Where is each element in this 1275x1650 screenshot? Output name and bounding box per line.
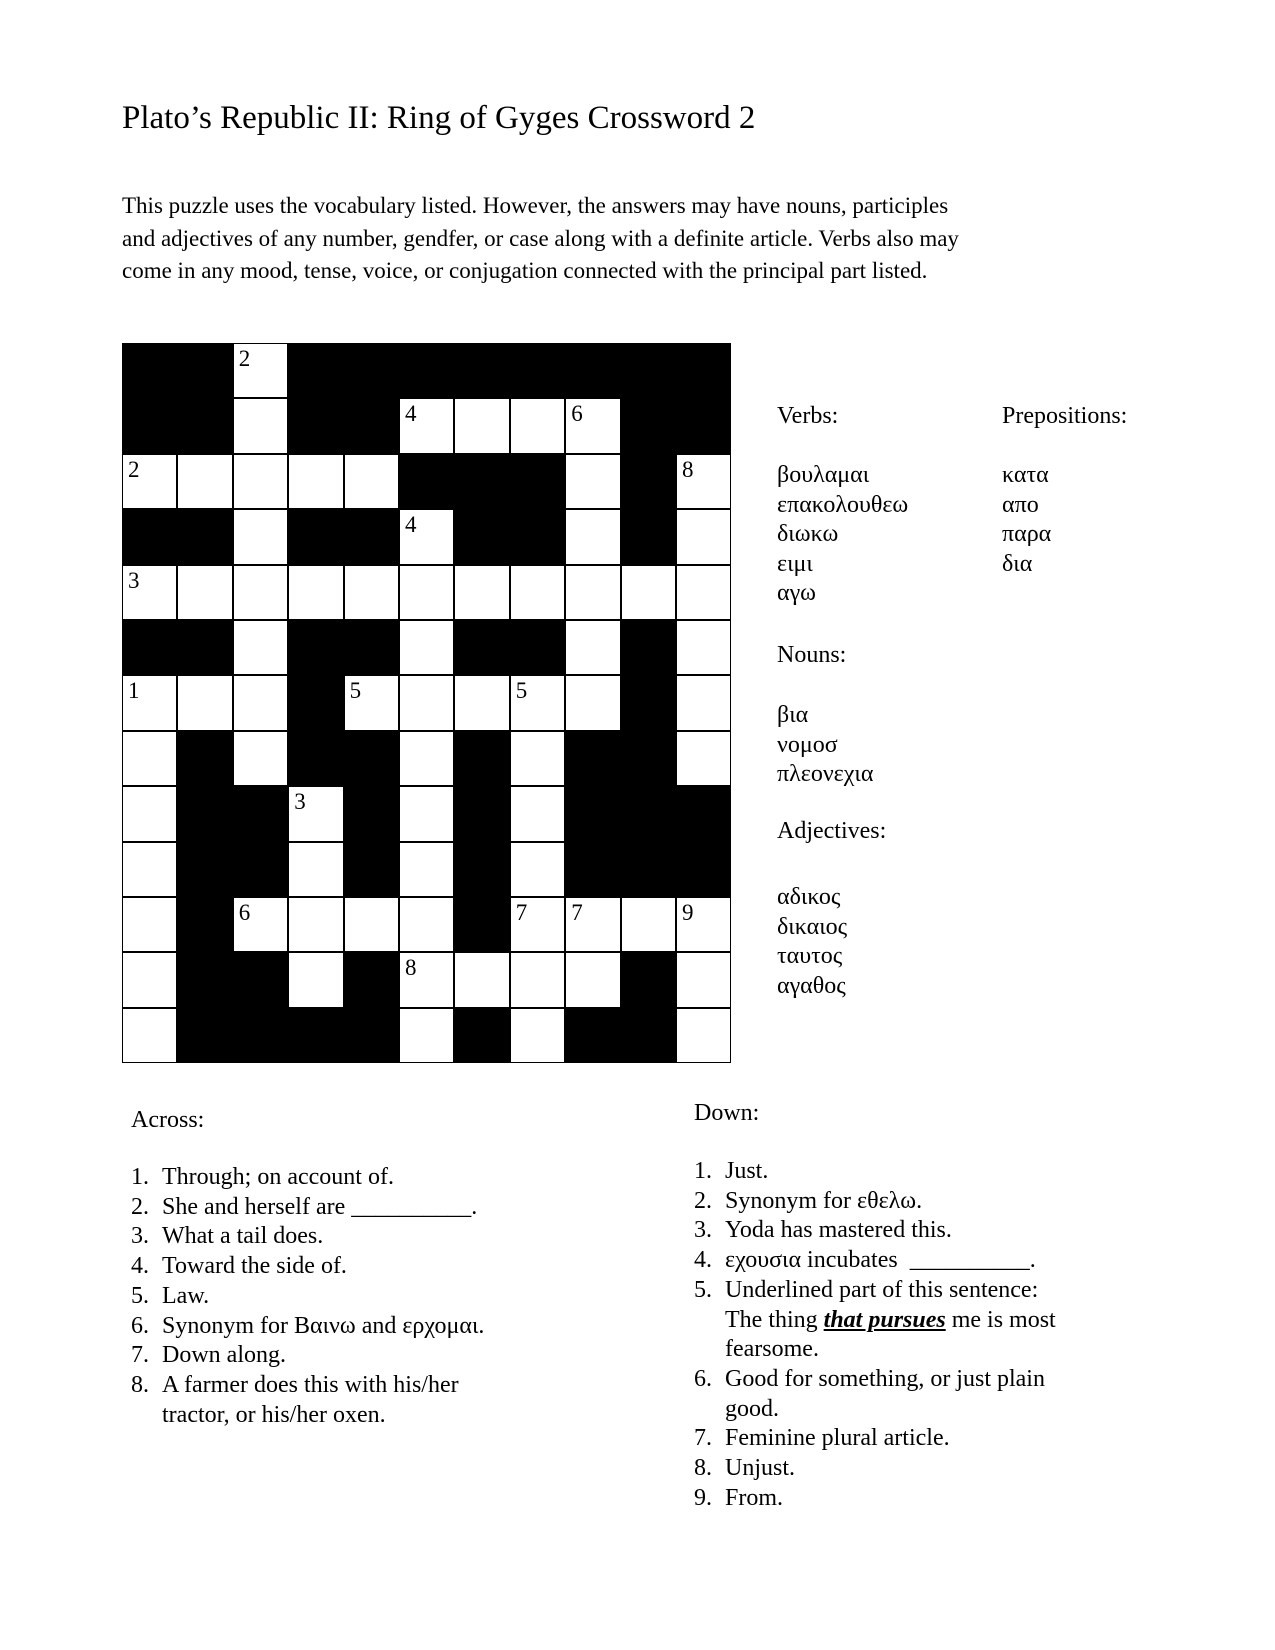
verb-word: βουλαμαι — [777, 462, 870, 488]
black-square — [399, 454, 454, 509]
grid-clue-number: 4 — [405, 512, 417, 538]
black-square — [122, 509, 177, 564]
grid-clue-number: 7 — [515, 900, 528, 925]
black-square — [344, 952, 399, 1007]
clue-line — [694, 1246, 1056, 1276]
black-square — [676, 398, 731, 453]
grid-cell-r5c6[interactable] — [399, 565, 454, 620]
preposition-word: δια — [1002, 550, 1033, 577]
text-segment: What a tail does. — [162, 1223, 324, 1250]
clue-text — [162, 1341, 286, 1371]
black-square — [233, 842, 288, 897]
black-square — [233, 786, 288, 841]
clue-text — [162, 1371, 459, 1401]
grid-cell-r3c11[interactable] — [676, 454, 731, 509]
clue-text — [725, 1335, 819, 1365]
nouns-list — [777, 701, 873, 790]
black-square — [344, 620, 399, 675]
black-square — [565, 786, 620, 841]
clue-line — [131, 1222, 484, 1252]
emphasized-text: that pursues — [823, 1306, 946, 1333]
grid-clue-number: 5 — [515, 678, 528, 704]
clue-number-label: 3. — [131, 1223, 149, 1250]
black-square — [122, 343, 177, 398]
text-segment: Underlined part of this sentence: — [725, 1276, 1039, 1303]
grid-cell-r3c9[interactable] — [565, 454, 620, 509]
grid-cell-r2c9[interactable] — [565, 398, 620, 453]
grid-clue-number: 3 — [294, 789, 306, 815]
adjective-word: αδικος — [777, 884, 841, 910]
black-square — [454, 509, 509, 564]
black-square — [177, 1008, 232, 1063]
black-square — [122, 398, 177, 453]
grid-cell-r13c6[interactable] — [399, 1008, 454, 1063]
text-segment: εχουσια incubates __________. — [725, 1247, 1036, 1274]
grid-cell-r5c2[interactable] — [177, 565, 232, 620]
grid-cell-r2c3[interactable] — [233, 398, 288, 453]
grid-cell-r5c5[interactable] — [344, 565, 399, 620]
grid-cell-r3c1[interactable] — [122, 454, 177, 509]
verb-word: αγω — [777, 580, 816, 607]
grid-cell-r5c8[interactable] — [510, 565, 565, 620]
black-square — [288, 1008, 343, 1063]
grid-cell-r9c6[interactable] — [399, 786, 454, 841]
black-square — [288, 343, 343, 398]
black-square — [177, 786, 232, 841]
clue-text — [725, 1395, 779, 1425]
black-square — [676, 786, 731, 841]
black-square — [288, 620, 343, 675]
black-square — [233, 1008, 288, 1063]
grid-clue-number: 7 — [571, 900, 583, 925]
black-square — [621, 1008, 676, 1063]
grid-cell-r4c6[interactable] — [399, 509, 454, 564]
grid-cell-r7c2[interactable] — [177, 675, 232, 730]
text-segment: Toward the side of. — [162, 1253, 347, 1280]
grid-cell-r5c11[interactable] — [676, 565, 731, 620]
black-square — [621, 842, 676, 897]
clue-number-label: 5. — [694, 1276, 712, 1303]
black-square — [344, 509, 399, 564]
clue-line — [694, 1187, 1056, 1217]
grid-cell-r12c7[interactable] — [454, 952, 509, 1007]
adjective-word: αγαθος — [777, 972, 846, 999]
clue-number-label: 1. — [131, 1164, 149, 1190]
clue-text — [725, 1424, 950, 1454]
black-square — [621, 454, 676, 509]
down-clue-list — [694, 1157, 1056, 1513]
clue-number-label: 2. — [131, 1193, 149, 1220]
clue-line — [694, 1424, 1056, 1454]
black-square — [344, 343, 399, 398]
black-square — [621, 731, 676, 786]
text-segment: Good for something, or just plain — [725, 1365, 1045, 1392]
clue-number-label: 8. — [131, 1371, 149, 1398]
clue-text — [162, 1282, 209, 1312]
grid-cell-r8c6[interactable] — [399, 731, 454, 786]
grid-clue-number: 8 — [405, 955, 417, 981]
grid-cell-r10c6[interactable] — [399, 842, 454, 897]
across-heading: Across: — [131, 1107, 205, 1133]
grid-cell-r11c4[interactable] — [288, 897, 343, 952]
grid-clue-number: 9 — [682, 900, 694, 925]
clue-number-label: 8. — [694, 1455, 712, 1482]
grid-cell-r10c8[interactable] — [510, 842, 565, 897]
grid-cell-r5c1[interactable] — [122, 565, 177, 620]
black-square — [288, 731, 343, 786]
black-square — [344, 1008, 399, 1063]
grid-cell-r6c11[interactable] — [676, 620, 731, 675]
black-square — [344, 786, 399, 841]
grid-cell-r12c1[interactable] — [122, 952, 177, 1007]
black-square — [565, 731, 620, 786]
text-segment: tractor, or his/her oxen. — [162, 1401, 386, 1428]
clue-line — [694, 1484, 1056, 1514]
grid-cell-r7c8[interactable] — [510, 675, 565, 730]
page-title: Plato’s Republic II: Ring of Gyges Crossword 2 — [122, 100, 756, 136]
black-square — [621, 675, 676, 730]
black-square — [454, 1008, 509, 1063]
black-square — [565, 842, 620, 897]
clue-text — [725, 1454, 795, 1484]
adjective-word: ταυτος — [777, 943, 843, 970]
prepositions-heading: Prepositions: — [1002, 403, 1128, 429]
clue-number-label: 6. — [131, 1312, 149, 1339]
black-square — [676, 343, 731, 398]
black-square — [122, 620, 177, 675]
clue-number-label: 2. — [694, 1187, 712, 1214]
clue-line — [694, 1365, 1056, 1395]
clue-line — [694, 1395, 1056, 1425]
grid-cell-r10c1[interactable] — [122, 842, 177, 897]
clue-number-label: 4. — [131, 1253, 149, 1280]
black-square — [233, 952, 288, 1007]
grid-clue-number: 6 — [571, 401, 583, 427]
clue-line — [131, 1282, 484, 1312]
black-square — [177, 620, 232, 675]
clue-line — [694, 1454, 1056, 1484]
black-square — [344, 842, 399, 897]
grid-cell-r2c7[interactable] — [454, 398, 509, 453]
clue-text — [725, 1157, 768, 1187]
grid-cell-r5c9[interactable] — [565, 565, 620, 620]
grid-cell-r9c8[interactable] — [510, 786, 565, 841]
grid-cell-r8c1[interactable] — [122, 731, 177, 786]
grid-cell-r11c9[interactable] — [565, 897, 620, 952]
grid-clue-number: 3 — [128, 567, 140, 593]
nouns-heading: Nouns: — [777, 642, 847, 668]
grid-cell-r12c11[interactable] — [676, 952, 731, 1007]
text-segment: Through; on account of. — [162, 1164, 394, 1190]
noun-word: πλεονεχια — [777, 761, 874, 788]
black-square — [177, 952, 232, 1007]
black-square — [565, 343, 620, 398]
intro-paragraph — [122, 190, 959, 288]
grid-cell-r8c8[interactable] — [510, 731, 565, 786]
grid-cell-r10c4[interactable] — [288, 842, 343, 897]
black-square — [288, 675, 343, 730]
clue-text — [725, 1216, 952, 1246]
crossword-grid — [122, 343, 732, 1064]
clue-number-label: 4. — [694, 1247, 712, 1274]
clue-line — [131, 1312, 484, 1342]
prepositions-list — [1002, 461, 1051, 579]
grid-cell-r3c5[interactable] — [344, 454, 399, 509]
grid-clue-number: 8 — [682, 456, 694, 482]
clue-text — [162, 1401, 386, 1431]
clue-text — [725, 1484, 783, 1514]
preposition-word: παρα — [1002, 521, 1052, 548]
clue-line — [131, 1163, 484, 1193]
clue-line — [131, 1341, 484, 1371]
grid-cell-r11c1[interactable] — [122, 897, 177, 952]
grid-cell-r7c11[interactable] — [676, 675, 731, 730]
grid-clue-number: 1 — [128, 678, 140, 704]
clue-text — [162, 1163, 394, 1193]
verb-word: διωκω — [777, 521, 839, 548]
grid-cell-r7c7[interactable] — [454, 675, 509, 730]
clue-number-label: 6. — [694, 1365, 712, 1392]
grid-cell-r13c1[interactable] — [122, 1008, 177, 1063]
verb-word: επακολουθεω — [777, 491, 909, 518]
text-segment: fearsome. — [725, 1336, 819, 1363]
clue-line — [694, 1216, 1056, 1246]
verbs-heading: Verbs: — [777, 403, 839, 429]
grid-cell-r11c6[interactable] — [399, 897, 454, 952]
noun-word: βια — [777, 702, 809, 728]
black-square — [177, 509, 232, 564]
text-segment: The thing — [725, 1306, 824, 1333]
grid-cell-r12c8[interactable] — [510, 952, 565, 1007]
grid-cell-r6c6[interactable] — [399, 620, 454, 675]
black-square — [177, 897, 232, 952]
black-square — [621, 620, 676, 675]
grid-cell-r5c7[interactable] — [454, 565, 509, 620]
black-square — [454, 731, 509, 786]
intro-line-1: This puzzle uses the vocabulary listed. However, the answers may have nouns, participles — [122, 193, 949, 218]
clue-number-label: 1. — [694, 1158, 712, 1184]
clue-number-label — [694, 1395, 725, 1425]
text-segment: good. — [725, 1395, 779, 1422]
black-square — [621, 398, 676, 453]
clue-line — [131, 1371, 484, 1401]
clue-text — [162, 1193, 477, 1223]
grid-cell-r3c4[interactable] — [288, 454, 343, 509]
grid-cell-r11c10[interactable] — [621, 897, 676, 952]
black-square — [399, 343, 454, 398]
adjectives-list — [777, 883, 847, 1001]
grid-cell-r2c8[interactable] — [510, 398, 565, 453]
black-square — [454, 620, 509, 675]
grid-cell-r11c3[interactable] — [233, 897, 288, 952]
clue-number-label: 7. — [131, 1342, 149, 1369]
grid-cell-r3c3[interactable] — [233, 454, 288, 509]
clue-text — [725, 1365, 1045, 1395]
clue-line — [694, 1157, 1056, 1187]
verbs-list — [777, 461, 908, 609]
black-square — [454, 842, 509, 897]
grid-cell-r7c6[interactable] — [399, 675, 454, 730]
adjectives-heading: Adjectives: — [777, 818, 887, 844]
grid-cell-r13c11[interactable] — [676, 1008, 731, 1063]
grid-cell-r12c9[interactable] — [565, 952, 620, 1007]
black-square — [621, 343, 676, 398]
black-square — [344, 731, 399, 786]
black-square — [288, 509, 343, 564]
grid-cell-r11c5[interactable] — [344, 897, 399, 952]
grid-cell-r6c3[interactable] — [233, 620, 288, 675]
grid-cell-r7c3[interactable] — [233, 675, 288, 730]
clue-number-label: 3. — [694, 1217, 712, 1244]
clue-number-label — [694, 1306, 725, 1336]
grid-cell-r6c9[interactable] — [565, 620, 620, 675]
clue-number-label — [131, 1401, 162, 1431]
intro-line-2: and adjectives of any number, gendfer, or case along with a definite article. Verbs also may — [122, 225, 959, 251]
text-segment: Feminine plural article. — [725, 1425, 950, 1452]
grid-cell-r9c4[interactable] — [288, 786, 343, 841]
grid-cell-r3c2[interactable] — [177, 454, 232, 509]
clue-line — [131, 1401, 484, 1431]
grid-clue-number: 2 — [128, 456, 140, 482]
grid-clue-number: 5 — [349, 678, 362, 704]
black-square — [621, 952, 676, 1007]
black-square — [621, 786, 676, 841]
clue-text — [725, 1246, 1036, 1276]
grid-cell-r12c4[interactable] — [288, 952, 343, 1007]
clue-text — [162, 1252, 347, 1282]
grid-cell-r5c3[interactable] — [233, 565, 288, 620]
grid-cell-r7c1[interactable] — [122, 675, 177, 730]
clue-line — [694, 1276, 1056, 1306]
clue-line — [131, 1252, 484, 1282]
text-segment: Just. — [725, 1158, 769, 1184]
grid-cell-r5c10[interactable] — [621, 565, 676, 620]
clue-number-label: 7. — [694, 1425, 712, 1452]
black-square — [177, 731, 232, 786]
text-segment: A farmer does this with his/her — [162, 1371, 459, 1398]
black-square — [510, 620, 565, 675]
black-square — [454, 454, 509, 509]
black-square — [177, 398, 232, 453]
grid-cell-r4c9[interactable] — [565, 509, 620, 564]
text-segment: Down along. — [162, 1342, 286, 1369]
text-segment: Yoda has mastered this. — [725, 1217, 952, 1244]
black-square — [177, 842, 232, 897]
grid-cell-r2c6[interactable] — [399, 398, 454, 453]
grid-cell-r9c1[interactable] — [122, 786, 177, 841]
clue-line — [694, 1335, 1056, 1365]
black-square — [510, 343, 565, 398]
preposition-word: κατα — [1002, 462, 1049, 488]
black-square — [288, 398, 343, 453]
text-segment: From. — [725, 1484, 784, 1511]
grid-clue-number: 2 — [238, 346, 251, 371]
clue-number-label — [694, 1335, 725, 1365]
black-square — [177, 343, 232, 398]
black-square — [621, 509, 676, 564]
black-square — [454, 343, 509, 398]
adjective-word: δικαιος — [777, 913, 848, 940]
clue-text — [725, 1187, 922, 1217]
grid-cell-r7c5[interactable] — [344, 675, 399, 730]
clue-line — [131, 1193, 484, 1223]
grid-cell-r12c6[interactable] — [399, 952, 454, 1007]
black-square — [454, 786, 509, 841]
grid-cell-r8c3[interactable] — [233, 731, 288, 786]
grid-cell-r1c3[interactable] — [233, 343, 288, 398]
intro-line-3: come in any mood, tense, voice, or conjugation connected with the principal part listed. — [122, 258, 928, 283]
grid-cell-r4c11[interactable] — [676, 509, 731, 564]
grid-clue-number: 6 — [238, 900, 251, 925]
clue-line — [694, 1306, 1056, 1336]
black-square — [344, 398, 399, 453]
text-segment: Unjust. — [725, 1455, 796, 1482]
black-square — [510, 454, 565, 509]
grid-cell-r13c8[interactable] — [510, 1008, 565, 1063]
clue-text — [725, 1276, 1038, 1306]
clue-text — [725, 1306, 1056, 1336]
grid-cell-r5c4[interactable] — [288, 565, 343, 620]
across-clue-list — [131, 1163, 484, 1430]
grid-clue-number: 4 — [405, 401, 417, 427]
text-segment: Synonym for εθελω. — [725, 1187, 923, 1214]
clue-text — [162, 1222, 323, 1252]
black-square — [676, 842, 731, 897]
clue-text — [162, 1312, 484, 1342]
grid-cell-r11c11[interactable] — [676, 897, 731, 952]
verb-word: ειμι — [777, 550, 813, 577]
preposition-word: απο — [1002, 491, 1039, 518]
grid-cell-r7c9[interactable] — [565, 675, 620, 730]
clue-number-label: 9. — [694, 1484, 712, 1511]
text-segment: Law. — [162, 1282, 210, 1309]
grid-cell-r11c8[interactable] — [510, 897, 565, 952]
noun-word: νομοσ — [777, 731, 838, 758]
down-heading: Down: — [694, 1100, 760, 1126]
black-square — [510, 509, 565, 564]
text-segment: Synonym for Βαινω and ερχομαι. — [162, 1312, 485, 1339]
clue-number-label: 5. — [131, 1282, 149, 1309]
black-square — [565, 1008, 620, 1063]
text-segment: me is most — [945, 1306, 1056, 1333]
grid-cell-r8c11[interactable] — [676, 731, 731, 786]
text-segment: She and herself are __________. — [162, 1193, 478, 1220]
black-square — [454, 897, 509, 952]
grid-cell-r4c3[interactable] — [233, 509, 288, 564]
